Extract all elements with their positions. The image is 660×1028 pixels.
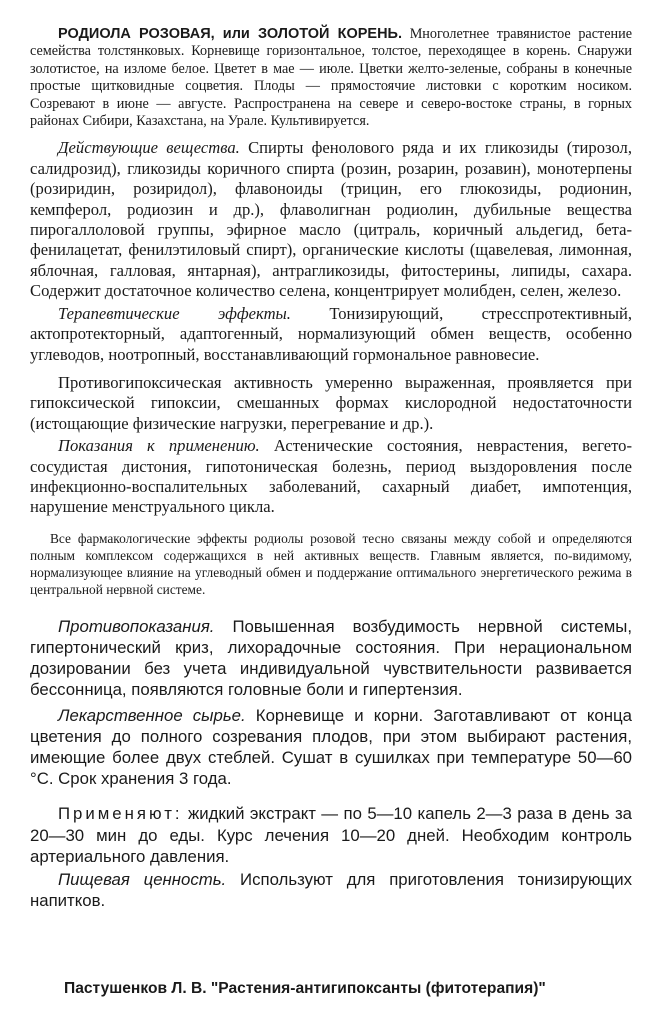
indications-label: Показания к применению. xyxy=(58,436,260,456)
active-substances-text: Спирты фенолового ряда и их гликозиды (тирозол, салидрозид), гликозиды коричного спирта (розин, розарин, розавин), монотерпены (розиридин, розиридол), флавоноиды (трицин, его глюкозиды, родионин, кемпферол, родиозин и др.), флаволигнан родиолин, дубильные вещества пирогаллоловой группы, эфирное масло (цитраль, коричный альдегид, бета-фенилацетат, фенилэтиловый спирт), органические кислоты (щавелевая, лимонная, яблочная, галловая, янтарная), антрагликозиды, фитостерины, липиды, сахара. Содержит достаточное количество селена, концентрирует молибден, селен, железо. xyxy=(30,138,632,301)
note-paragraph xyxy=(30,530,632,598)
usage-text: жидкий экстракт — по 5—10 капель 2—3 раза в день за 20—30 мин до еды. Курс лечения 10—20 дней. Необходим контроль артериального давления. xyxy=(30,804,632,866)
active-substances-label: Действующие вещества. xyxy=(58,138,240,158)
food-value-paragraph xyxy=(30,869,632,911)
therapeutic-effects-text: Тонизирующий, стресспротективный, актопротекторный, адаптогенный, нормализующий обмен веществ, особенно углеводов, ноотропный, восстанавливающий гормональное равновесие. xyxy=(30,303,632,364)
contraindications-label: Противопоказания. xyxy=(58,616,215,636)
antihypoxic-text: Противогипоксическая активность умеренно выраженная, проявляется при гипоксической гипоксии, смешанных формах кислородной недостаточности (истощающие физические нагрузки, перегревание и др.). xyxy=(30,372,632,433)
raw-material-paragraph xyxy=(30,705,632,790)
therapeutic-effects-label: Терапевтические эффекты. xyxy=(58,303,291,323)
food-value-text: Используют для приготовления тонизирующих напитков. xyxy=(30,869,632,911)
usage-paragraph xyxy=(30,803,632,867)
intro-paragraph xyxy=(30,26,632,130)
active-substances-paragraph xyxy=(30,138,632,301)
antihypoxic-paragraph xyxy=(30,373,632,434)
note-text: Все фармакологические эффекты родиолы розовой тесно связаны между собой и определяются полным комплексом содержащихся в ней активных веществ. Главным является, по-видимому, нормализующее влияние на углеводный обмен и поддержание оптимального энергетического режима в центральной нервной системе. xyxy=(30,530,632,597)
indications-text: Астенические состояния, неврастения, вегето-сосудистая дистония, гипотоническая болезнь, период выздоровления после инфекционно-воспалительных заболеваний, сахарный диабет, импотенция, нарушение менструального цикла. xyxy=(30,436,632,517)
intro-text: Многолетнее травянистое растение семейства толстянковых. Корневище горизонтальное, толстое, переходящее в корень. Снаружи золотистое, на изломе белое. Цветет в мае — июле. Цветки желто-зеленые, собраны в конечные простые щитковидные соцветия. Плоды — прямостоячие листовки с коротким носиком. Созревают в июне — августе. Распространена на севере и северо-востоке страны, в горных районах Сибири, Казахстана, на Урале. Культивируется. xyxy=(30,26,633,130)
plant-title: РОДИОЛА РОЗОВАЯ, или ЗОЛОТОЙ КОРЕНЬ. xyxy=(58,26,402,42)
raw-material-text: Корневище и корни. Заготавливают от конца цветения до полного созревания плодов, при этом выбирают растения, имеющие более двух стеблей. Сушат в сушилках при температуре 50—60 °С. Срок хранения 3 года. xyxy=(30,705,632,789)
contraindications-paragraph xyxy=(30,616,632,701)
usage-label: Применяют: xyxy=(58,804,183,824)
food-value-label: Пищевая ценность. xyxy=(58,869,227,889)
indications-paragraph xyxy=(30,436,632,518)
source-citation: Пастушенков Л. В. "Растения-антигипоксанты (фитотерапия)" xyxy=(64,980,546,997)
therapeutic-effects-paragraph xyxy=(30,304,632,365)
contraindications-text: Повышенная возбудимость нервной системы, гипертонический криз, лихорадочные состояния. При нерациональном дозировании без учета индивидуальной чувствительности развивается бессонница, появляются головные боли и гипертензия. xyxy=(30,616,632,700)
raw-material-label: Лекарственное сырье. xyxy=(58,705,246,725)
